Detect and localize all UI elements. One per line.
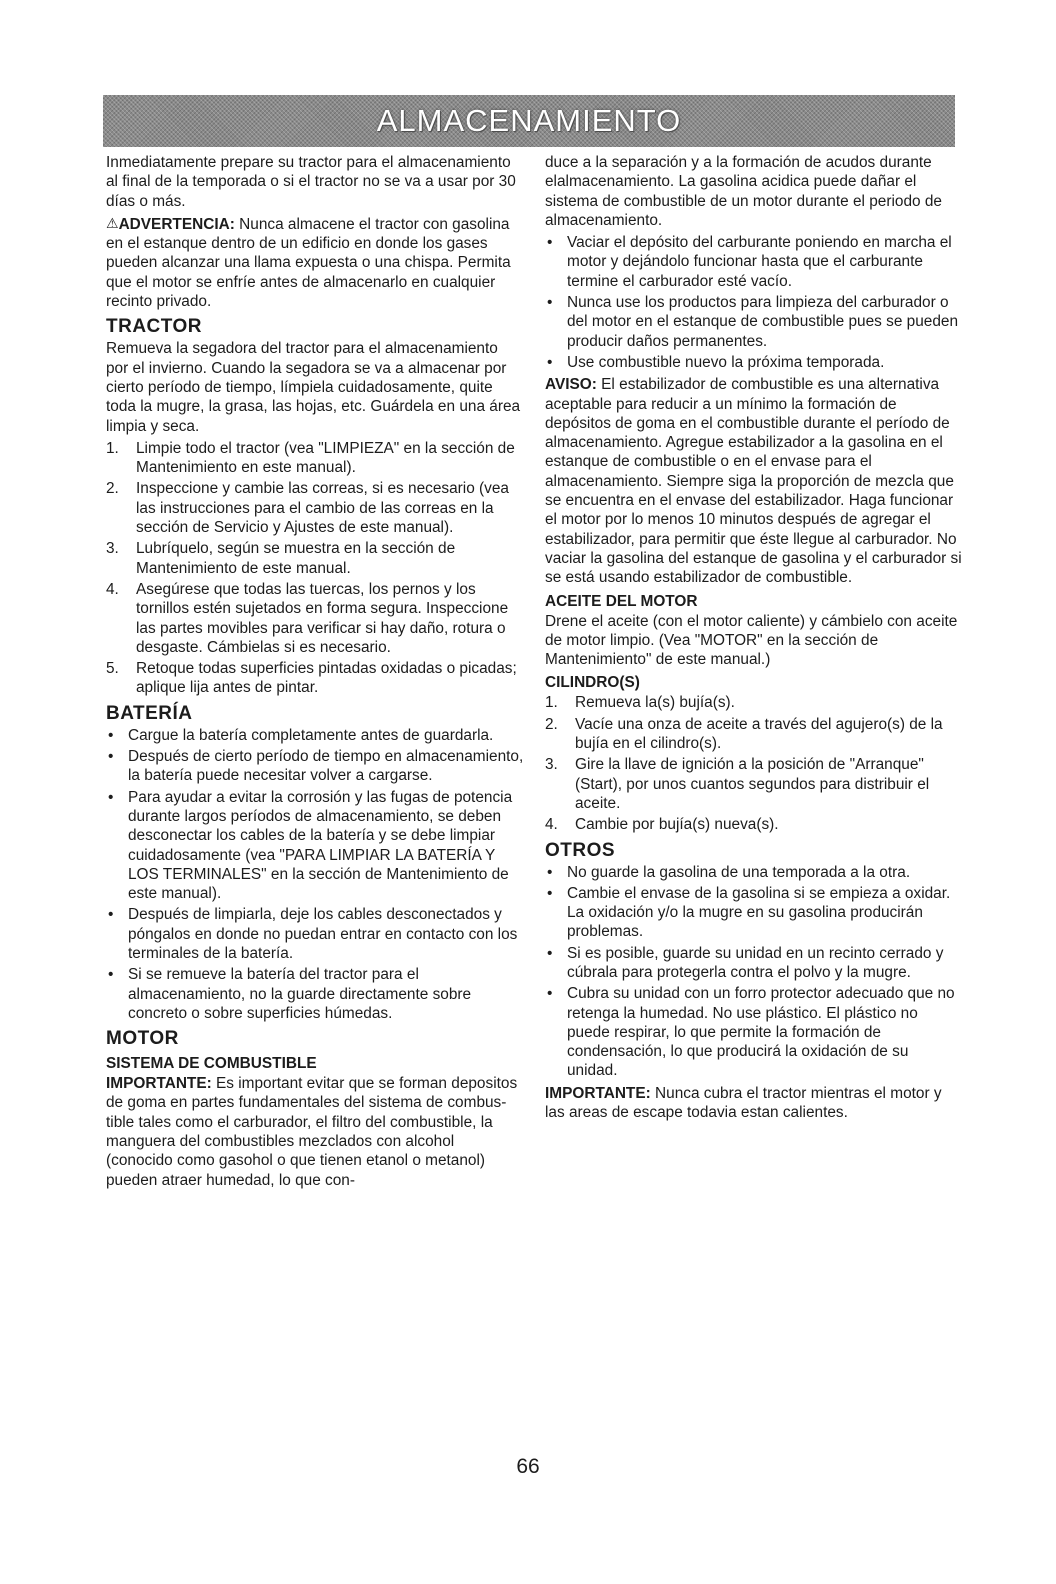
- bateria-heading: BATERÍA: [106, 702, 193, 724]
- intro-paragraph: Inmediatamente prepare su tractor para el almacenamiento al final de la temporada o si el tractor no se va a usar por 30 días o más.: [106, 154, 516, 210]
- list-item: 1. Limpie todo el tractor (vea "LIMPIEZA" en la sección de Mantenimiento en este manual).: [106, 439, 515, 477]
- tractor-steps: [106, 439, 524, 698]
- list-item: • Si se remueve la batería del tractor para el almacenamiento, no la guarde directamente sobre concreto o sobre superficies húmedas.: [108, 966, 472, 1022]
- warning-triangle-icon: ⚠: [106, 214, 119, 231]
- sistema-continued: duce a la separación y a la formación de acudos durante elalmacenamiento. La gasolina acidica puede dañar el sistema de combustible de un motor durante el periodo de almacenamiento.: [545, 154, 942, 229]
- otros-important-text: Nunca cubra el tractor mientras el motor y las areas de escape todavia estan calientes.: [545, 1084, 942, 1122]
- list-item: • Vaciar el depósito del carburante poniendo en marcha el motor y dejándolo funcionar hasta que el carburante termine el carburador esté vacío.: [547, 234, 952, 290]
- list-item: • Después de limpiarla, deje los cables desconectados y póngalos en donde no puedan entrar en contacto con los terminales de la batería.: [108, 906, 518, 962]
- otros-heading: OTROS: [545, 839, 616, 861]
- otros-list: [545, 863, 963, 1081]
- otros-important-paragraph: [545, 1084, 963, 1123]
- right-column: [545, 153, 963, 1125]
- aceite-heading: ACEITE DEL MOTOR: [545, 592, 698, 610]
- sistema-paragraph: [106, 1074, 524, 1190]
- sistema-list: [545, 233, 963, 372]
- bullet-icon: •: [547, 294, 553, 312]
- bullet-icon: •: [108, 966, 114, 984]
- bullet-icon: •: [547, 985, 553, 1003]
- cilindros-steps: [545, 693, 963, 834]
- bullet-icon: •: [108, 748, 114, 766]
- list-item: 1. Remueva la(s) bujía(s).: [545, 694, 735, 712]
- left-column: [106, 153, 524, 1193]
- bullet-icon: •: [547, 863, 553, 881]
- list-item: 3. Gire la llave de ignición a la posición de "Arranque" (Start), por unos cuantos segundos para distribuir el aceite.: [545, 756, 930, 812]
- list-item: • Después de cierto período de tiempo en almacenamiento, la batería puede necesitar volver a cargarse.: [108, 748, 524, 785]
- list-item: • Cambie el envase de la gasolina si se empieza a oxidar. La oxidación y/o la mugre en su gasolina producirán problemas.: [547, 884, 951, 941]
- list-item: 3. Lubríquelo, según se muestra en la sección de Mantenimiento de este manual.: [106, 540, 456, 577]
- bullet-icon: •: [108, 788, 114, 806]
- page-number: 66: [516, 1455, 540, 1478]
- motor-heading: MOTOR: [106, 1028, 179, 1050]
- warning-paragraph: [106, 214, 524, 311]
- list-item: 4. Asegúrese que todas las tuercas, los pernos y los tornillos estén sujetados en forma segura. Inspeccione las partes movibles para verificar si hay daño, rotura o desgaste. Cámbielas si es necesario.: [106, 580, 509, 656]
- list-item: 2. Vacíe una onza de aceite a través del agujero(s) de la bujía en el cilindro(s).: [545, 715, 943, 753]
- list-item: • Cubra su unidad con un forro protector adecuado que no retenga la humedad. No use plástico. El plástico no puede respirar, lo que permite la formación de condensación, lo que producirá la oxidación de su unidad.: [547, 985, 955, 1080]
- bullet-icon: •: [547, 353, 553, 371]
- list-item: 4. Cambie por bujía(s) nueva(s).: [545, 816, 779, 834]
- list-item: 2. Inspeccione y cambie las correas, si es necesario (vea las instrucciones para el cambio de las correas en la sección de Servicio y Ajustes de este manual).: [106, 480, 509, 537]
- aviso-label: AVISO:: [545, 376, 597, 394]
- aceite-paragraph: Drene el aceite (con el motor caliente) y cámbielo con aceite de motor limpio. (Vea "MOTOR" en la sección de Mantenimiento" de este manual.): [545, 612, 958, 669]
- bateria-list: [106, 726, 524, 1023]
- list-item: • No guarde la gasolina de una temporada a la otra.: [547, 863, 911, 881]
- warning-text: Nunca almacene el tractor con gasolina en el estanque dentro de un edificio en donde los gases pueden alcanzar una llama expuesta o una chispa. Permita que el motor se enfríe antes de almacenarlo en cualquier recinto privado.: [106, 215, 511, 311]
- sistema-heading: SISTEMA DE COMBUSTIBLE: [106, 1055, 317, 1073]
- cilindros-heading: CILINDRO(S): [545, 674, 640, 692]
- bullet-icon: •: [108, 726, 114, 744]
- aviso-text: El estabilizador de combustible es una alternativa aceptable para reducir a un mínimo la formación de depósitos de goma en el combustible durante el período de almacenamiento. Agregue estabilizador a la gasolina en el estanque de combustible o en el envase para el almacenamiento. Siempre siga la proporción de mezcla que se encuentra en el envase del estabilizador. Haga funcionar el motor por lo menos 10 minutos después de agregar el estabilizador, para permitir que éste llegue al carburador. No vaciar la gasolina del estanque de gasolina y el carburador si se está usando estabilizador de combustible.: [545, 376, 962, 587]
- bullet-icon: •: [547, 884, 553, 902]
- tractor-heading: TRACTOR: [106, 316, 203, 338]
- list-item: 5. Retoque todas superficies pintadas oxidadas o picadas; aplique lija antes de pintar.: [106, 660, 517, 697]
- important-label: IMPORTANTE:: [545, 1084, 651, 1102]
- aviso-paragraph: [545, 375, 963, 587]
- list-item: • Para ayudar a evitar la corrosión y las fugas de potencia durante largos períodos de almacenamiento, se deben desconectar los cables de la batería y se debe limpiar cuidadosamente (vea "PARA LIMPIAR LA BATERÍA Y LOS TERMINALES" en la sección de Mantenimiento de este manual).: [108, 788, 513, 903]
- section-banner: [103, 95, 955, 147]
- list-item: • Nunca use los productos para limpieza del carburador o del motor en el estanque de combustible pues se pueden producir daños permanentes.: [547, 294, 959, 350]
- bullet-icon: •: [547, 944, 553, 962]
- bullet-icon: •: [108, 906, 114, 924]
- list-item: • Cargue la batería completamente antes de guardarla.: [108, 726, 494, 744]
- bullet-icon: •: [547, 234, 553, 252]
- list-item: • Use combustible nuevo la próxima temporada.: [547, 353, 885, 371]
- warning-label: ADVERTENCIA:: [118, 215, 235, 233]
- section-title: ALMACENAMIENTO: [376, 103, 682, 138]
- sistema-text-left: Es important evitar que se forman depositos de goma en partes fundamentales del sistema de combus-tible tales como el carburador, el filtro del combustible, la manguera del combustibles mezclados con alcohol (conocido como gasohol o que tienen etanol o metanol) pueden atraer humedad, lo que con-: [106, 1075, 518, 1189]
- list-item: • Si es posible, guarde su unidad en un recinto cerrado y cúbrala para protegerla contra el polvo y la mugre.: [547, 944, 944, 981]
- important-label: IMPORTANTE:: [106, 1075, 212, 1093]
- tractor-paragraph: Remueva la segadora del tractor para el almacenamiento por el invierno. Cuando la segadora se va a almacenar por cierto período de tiempo, límpiela cuidadosamente, quite toda la mugre, la grasa, las hojas, etc. Guárdela en una área limpia y seca.: [106, 340, 521, 435]
